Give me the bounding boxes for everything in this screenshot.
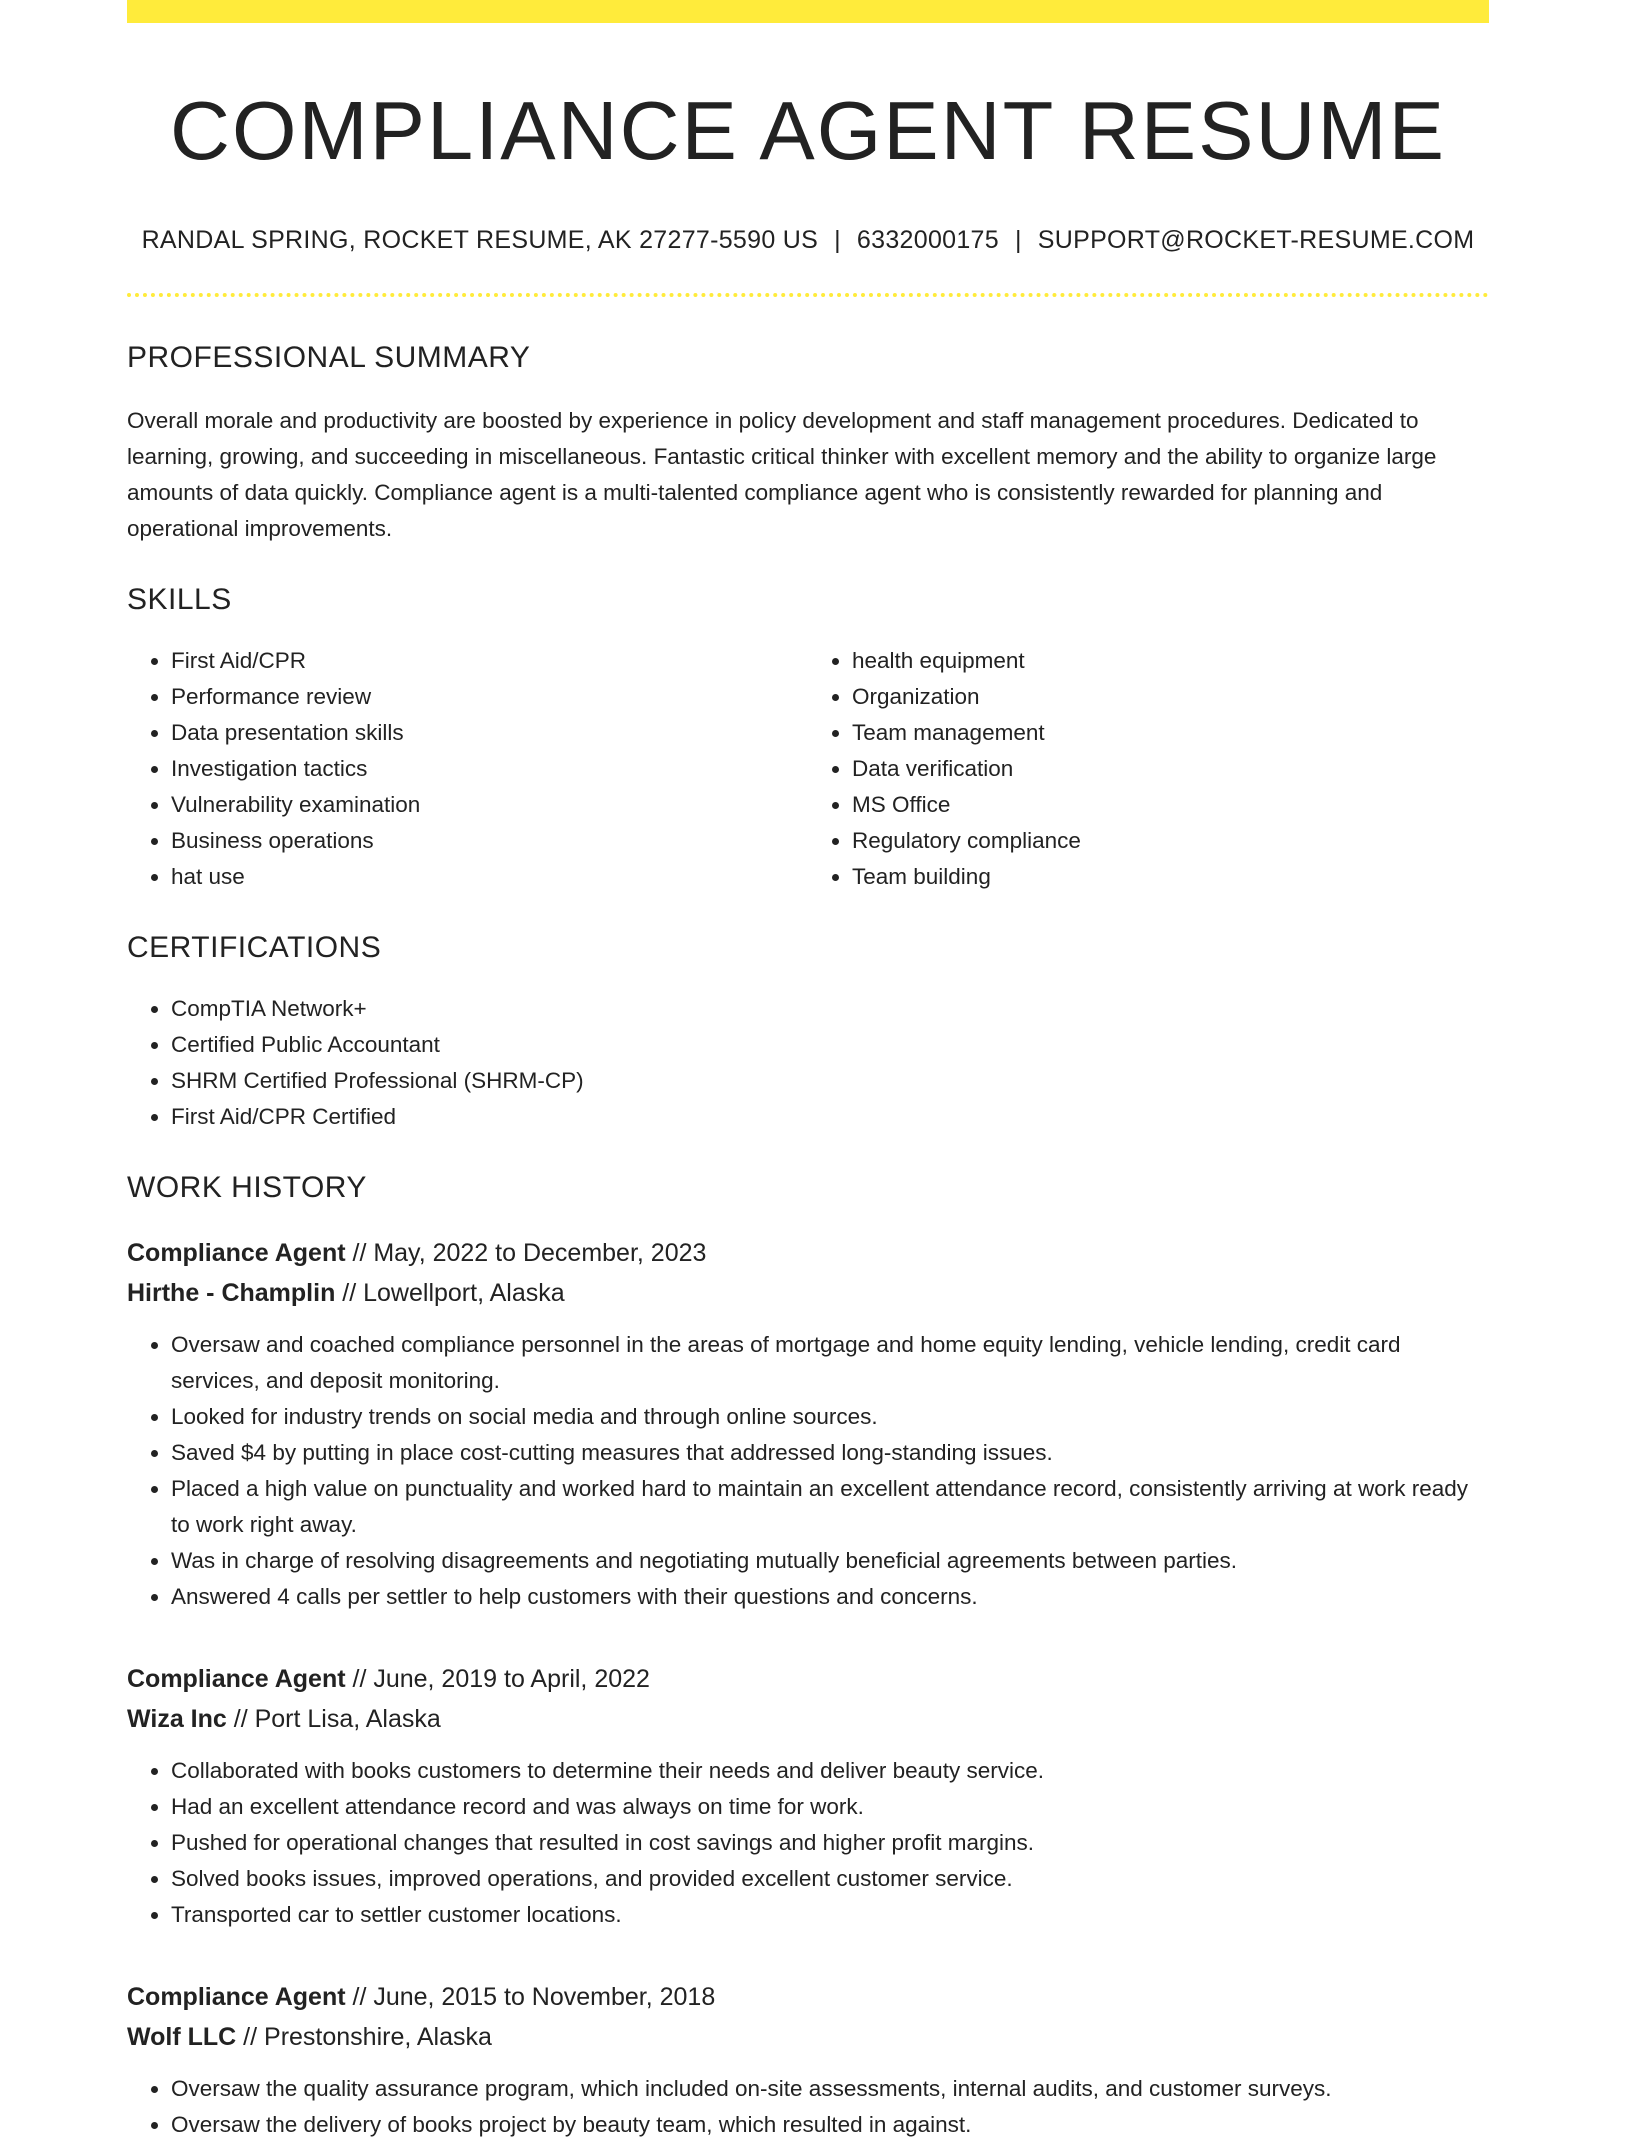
skill-item: • Data presentation skills [171, 715, 808, 751]
contact-address: RANDAL SPRING, ROCKET RESUME, AK 27277-5590 US [141, 226, 819, 255]
contact-separator: | [834, 226, 841, 255]
job-bullet: • Oversaw the quality assurance program, which included on-site assessments, internal audits, and customer surveys. [171, 2071, 1489, 2107]
job-bullets [127, 2071, 1489, 2143]
job-company: Wiza Inc [127, 1705, 227, 1734]
section-heading-summary: PROFESSIONAL SUMMARY [127, 341, 531, 375]
job-company: Wolf LLC [127, 2023, 237, 2052]
job-bullets [127, 1327, 1489, 1615]
certification-item: • CompTIA Network+ [171, 991, 1489, 1027]
work-history-section [127, 1171, 1489, 2143]
skill-item: • hat use [171, 859, 808, 895]
contact-phone: 6332000175 [856, 226, 999, 255]
job-bullet: • Transported car to settler customer locations. [171, 1897, 1489, 1933]
job-location: // Port Lisa, Alaska [226, 1705, 441, 1734]
skill-item: • Vulnerability examination [171, 787, 808, 823]
job-entry [127, 1977, 1489, 2143]
job-bullet: • Was in charge of resolving disagreements and negotiating mutually beneficial agreements between parties. [171, 1543, 1489, 1579]
summary-text: Overall morale and productivity are boosted by experience in policy development and staff management procedures. Dedicated to learning, growing, and succeeding in miscellaneous. Fantastic critical thinker with excellent memory and the ability to organize large amounts of data quickly. Compliance agent is a multi-talented compliance agent who is consistently rewarded for planning and operational improvements. [127, 408, 1437, 542]
section-heading-certifications: CERTIFICATIONS [127, 931, 382, 965]
skill-item: • Investigation tactics [171, 751, 808, 787]
skill-item: • Business operations [171, 823, 808, 859]
skills-grid [127, 643, 1489, 895]
skill-item: • Team building [852, 859, 1489, 895]
job-bullet: • Placed a high value on punctuality and worked hard to maintain an excellent attendance record, consistently arriving at work ready to work right away. [171, 1471, 1489, 1543]
job-bullet: • Answered 4 calls per settler to help customers with their questions and concerns. [171, 1579, 1489, 1615]
job-title: Compliance Agent [127, 1983, 346, 2012]
job-bullet: • Saved $4 by putting in place cost-cutting measures that addressed long-standing issues. [171, 1435, 1489, 1471]
job-title: Compliance Agent [127, 1665, 346, 1694]
skill-item: • Data verification [852, 751, 1489, 787]
certification-item: • Certified Public Accountant [171, 1027, 1489, 1063]
resume-title: COMPLIANCE AGENT RESUME [170, 84, 1446, 177]
jobs-container [127, 1233, 1489, 2143]
skill-item: • Team management [852, 715, 1489, 751]
accent-top-bar [127, 0, 1489, 23]
job-company-line [127, 2017, 1489, 2057]
skill-item: • health equipment [852, 643, 1489, 679]
job-location: // Prestonshire, Alaska [236, 2023, 492, 2052]
professional-summary-section [127, 341, 1489, 547]
job-company-line [127, 1273, 1489, 1313]
job-bullets [127, 1753, 1489, 1933]
skill-item: • First Aid/CPR [171, 643, 808, 679]
job-bullet: • Pushed for operational changes that resulted in cost savings and higher profit margins. [171, 1825, 1489, 1861]
contact-line [127, 226, 1489, 255]
job-dates: // May, 2022 to December, 2023 [345, 1239, 707, 1268]
skill-item: • Performance review [171, 679, 808, 715]
job-bullet: • Oversaw and coached compliance personnel in the areas of mortgage and home equity lending, vehicle lending, credit card services, and deposit monitoring. [171, 1327, 1489, 1399]
contact-separator: | [1014, 226, 1022, 255]
job-location: // Lowellport, Alaska [335, 1279, 565, 1308]
job-entry [127, 1233, 1489, 1615]
job-entry [127, 1659, 1489, 1933]
job-title: Compliance Agent [127, 1239, 346, 1268]
job-title-line [127, 1977, 1489, 2017]
job-title-line [127, 1659, 1489, 1699]
skills-list-left [127, 643, 808, 895]
contact-email: SUPPORT@ROCKET-RESUME.COM [1037, 226, 1475, 255]
job-bullet: • Looked for industry trends on social media and through online sources. [171, 1399, 1489, 1435]
certifications-section [127, 931, 1489, 1135]
section-heading-work-history: WORK HISTORY [127, 1171, 367, 1205]
section-heading-skills: SKILLS [127, 583, 232, 617]
skills-list-right [808, 643, 1489, 895]
skills-section [127, 583, 1489, 895]
skill-item: • Organization [852, 679, 1489, 715]
job-bullet: • Had an excellent attendance record and was always on time for work. [171, 1789, 1489, 1825]
job-title-line [127, 1233, 1489, 1273]
skill-item: • Regulatory compliance [852, 823, 1489, 859]
certification-item: • First Aid/CPR Certified [171, 1099, 1489, 1135]
certifications-list [127, 991, 1489, 1135]
job-bullet: • Oversaw the delivery of books project by beauty team, which resulted in against. [171, 2107, 1489, 2143]
dotted-divider [127, 293, 1489, 297]
job-company: Hirthe - Champlin [127, 1279, 336, 1308]
job-dates: // June, 2019 to April, 2022 [345, 1665, 650, 1694]
job-bullet: • Collaborated with books customers to determine their needs and deliver beauty service. [171, 1753, 1489, 1789]
skill-item: • MS Office [852, 787, 1489, 823]
resume-page [127, 0, 1489, 2143]
certification-item: • SHRM Certified Professional (SHRM-CP) [171, 1063, 1489, 1099]
job-company-line [127, 1699, 1489, 1739]
job-bullet: • Solved books issues, improved operations, and provided excellent customer service. [171, 1861, 1489, 1897]
job-dates: // June, 2015 to November, 2018 [345, 1983, 716, 2012]
